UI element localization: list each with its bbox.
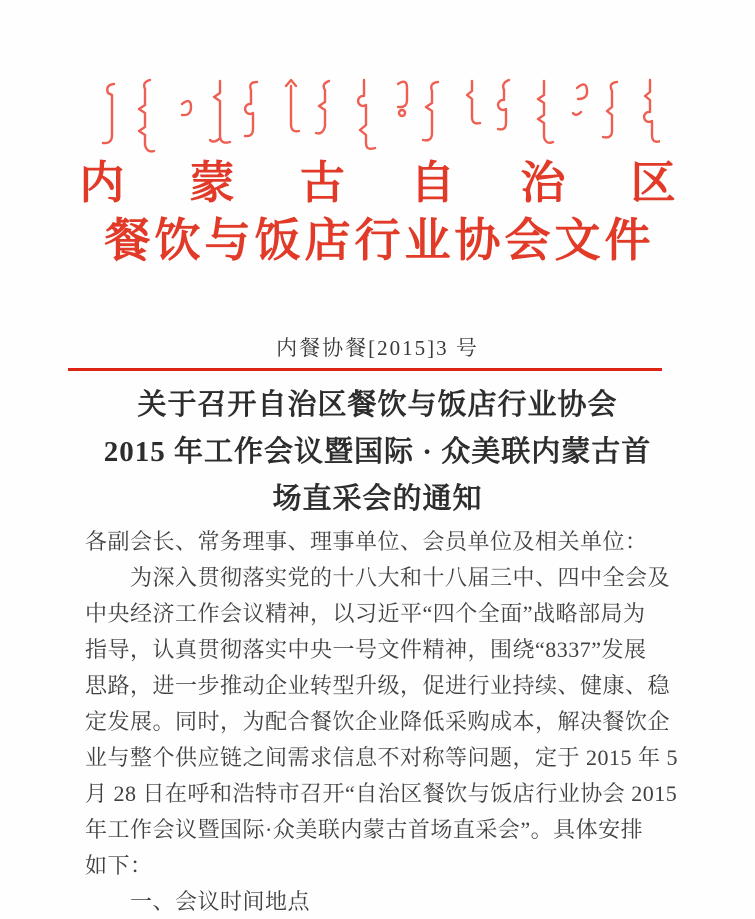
body-line: 中央经济工作会议精神，以习近平“四个全面”战略部局为 xyxy=(85,601,646,626)
body-line: 业与整个供应链之间需求信息不对称等问题，定于 2015 年 5 xyxy=(85,745,679,770)
title-line-2: 2015 年工作会议暨国际 · 众美联内蒙古首 xyxy=(103,436,652,468)
body-line: 思路，进一步推动企业转型升级，促进行业持续、健康、稳 xyxy=(85,673,671,698)
red-separator-line xyxy=(68,368,662,371)
body-line: 定发展。同时，为配合餐饮企业降低采购成本，解决餐饮企 xyxy=(85,709,671,734)
document-number: 内餐协餐[2015]3 号 xyxy=(276,336,479,360)
org-name-line-2: 餐饮与饭店行业协会文件 xyxy=(104,215,655,266)
salutation-line: 各副会长、常务理事、理事单位、会员单位及相关单位： xyxy=(85,529,648,554)
body-line: 指导，认真贯彻落实中央一号文件精神，围绕“8337”发展 xyxy=(85,637,647,662)
body-line: 月 28 日在呼和浩特市召开“自治区餐饮与饭店行业协会 2015 xyxy=(85,781,678,806)
title-line-3: 场直采会的通知 xyxy=(272,483,483,515)
body-text xyxy=(85,524,679,919)
body-line: 为深入贯彻落实党的十八大和十八届三中、四中全会及 xyxy=(130,565,671,590)
section-heading: 一、会议时间地点 xyxy=(130,889,311,914)
org-name-line-1: 内 蒙 古 自 治 区 xyxy=(79,158,703,208)
document-title xyxy=(0,382,755,523)
body-line: 年工作会议暨国际·众美联内蒙古首场直采会”。具体安排 xyxy=(85,817,644,842)
title-line-1: 关于召开自治区餐饮与饭店行业协会 xyxy=(137,389,618,421)
body-line: 如下： xyxy=(85,853,153,878)
